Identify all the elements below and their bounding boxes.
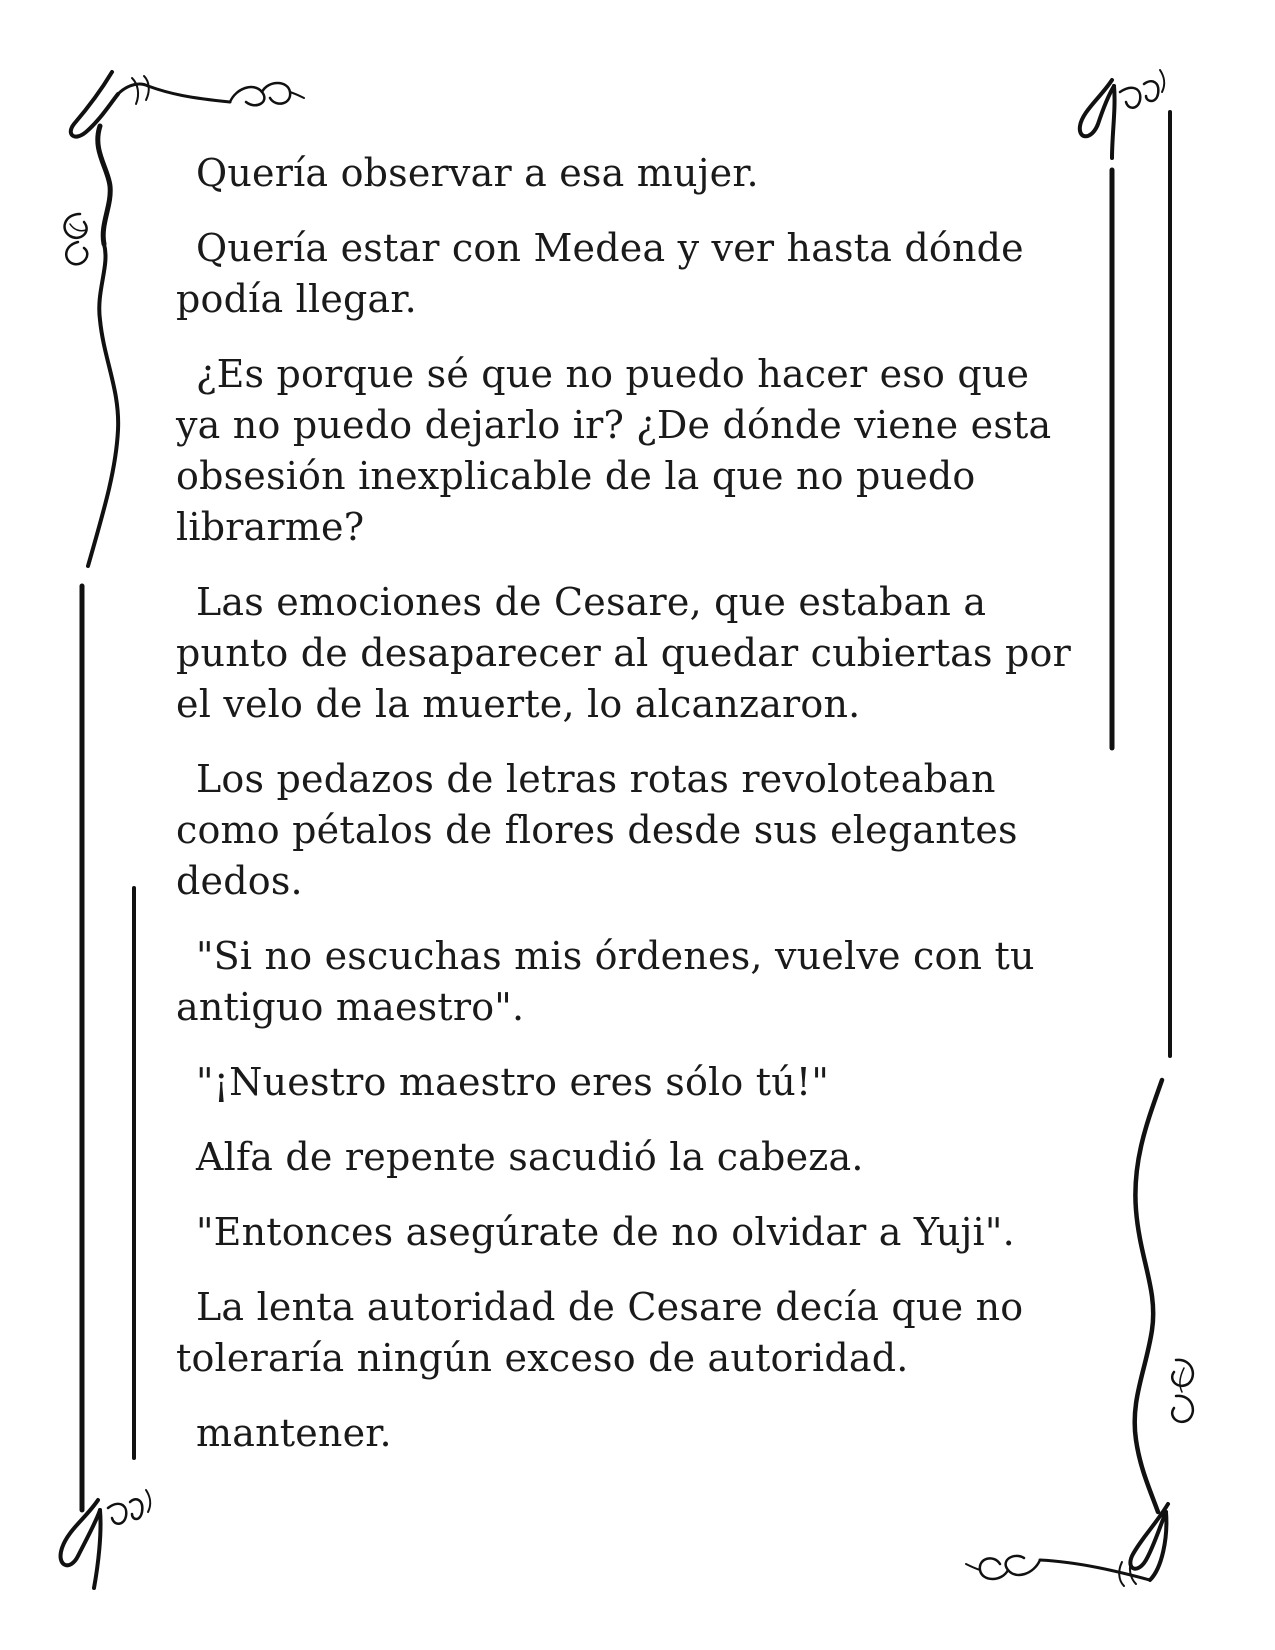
paragraph: mantener. [196,1411,392,1455]
top-left-flourish [71,72,304,137]
left-vertical-rules [82,586,134,1510]
paragraph: Quería estar con Medea y ver hasta dónde podía llegar. [176,226,1024,321]
right-vertical-rules [1112,112,1170,1056]
paragraph: Los pedazos de letras rotas revoloteaban como pétalos de flores desde sus elegantes dedos. [176,757,1018,903]
story-text [176,148,1076,1483]
right-swirl [1135,1080,1193,1512]
paragraph: ¿Es porque sé que no puedo hacer eso que ya no puedo dejarlo ir? ¿De dónde viene esta obsesión inexplicable de la que no puedo librarme? [176,352,1052,549]
left-swirl [65,126,119,566]
paragraph: La lenta autoridad de Cesare decía que no toleraría ningún exceso de autoridad. [176,1285,1024,1380]
paragraph: Las emociones de Cesare, que estaban a punto de desaparecer al quedar cubiertas por el velo de la muerte, lo alcanzaron. [176,580,1071,726]
bottom-left-flourish [61,1490,151,1588]
paragraph: Alfa de repente sacudió la cabeza. [196,1135,864,1179]
paragraph: "Entonces asegúrate de no olvidar a Yuji". [196,1210,1015,1254]
bottom-right-flourish [966,1504,1168,1586]
paragraph: Quería observar a esa mujer. [196,151,759,195]
paragraph: "¡Nuestro maestro eres sólo tú!" [196,1060,830,1104]
top-right-flourish [1080,70,1164,158]
paragraph: "Si no escuchas mis órdenes, vuelve con tu antiguo maestro". [176,934,1035,1029]
